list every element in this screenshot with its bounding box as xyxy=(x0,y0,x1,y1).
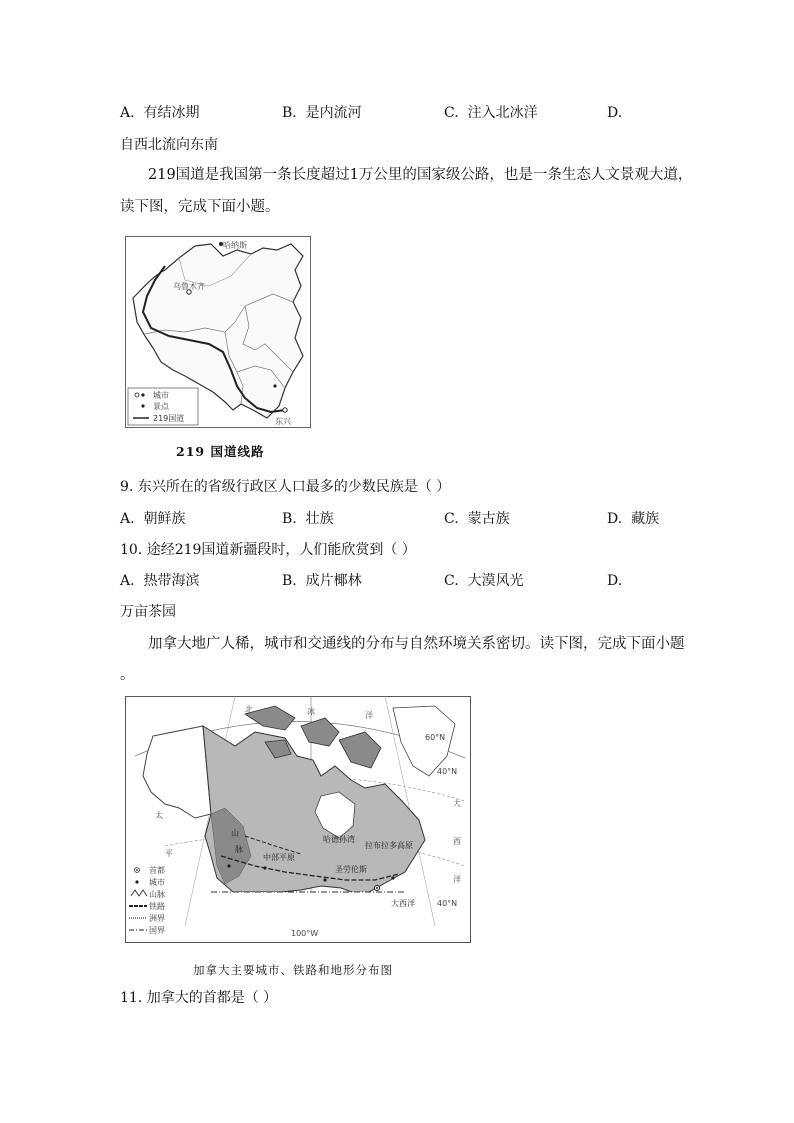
map-canada-label-atlantic3: 洋 xyxy=(453,875,461,884)
q10-option-b: B. 成片椰林 xyxy=(282,573,362,589)
map-canada-label-atlright: 大西洋 xyxy=(391,899,415,908)
q10-option-a: A. 热带海滨 xyxy=(120,573,200,589)
map-canada-caption: 加拿大主要城市、铁路和地形分布图 xyxy=(193,963,393,977)
legend-city-icon xyxy=(135,393,139,397)
intro-219-line1: 219国道是我国第一条长度超过1万公里的国家级公路，也是一条生态人文景观大道， xyxy=(148,167,693,183)
map-canada-legend-border: 国界 xyxy=(149,926,165,935)
map-canada-svg xyxy=(125,696,471,943)
map-canada-label-pacific2: 平 xyxy=(165,849,173,858)
map-canada-label-ocean: 洋 xyxy=(365,711,373,720)
map-canada-label-atlantic1: 大 xyxy=(453,799,461,808)
q9-option-a: A. 朝鲜族 xyxy=(120,511,186,527)
intro-canada-line2: 。 xyxy=(120,667,135,683)
map-219-label-urumqi: 乌鲁木齐 xyxy=(173,282,205,291)
map-219-svg xyxy=(125,236,311,428)
q10-option-c: C. 大漠风光 xyxy=(444,573,524,589)
map-canada-label-mtn2: 脉 xyxy=(235,845,243,854)
map-219-legend-city: 城市 xyxy=(153,391,169,400)
map-219-figure xyxy=(125,236,311,428)
map-219-label-dongxing: 东兴 xyxy=(275,417,291,426)
q8-option-d-text: 自西北流向东南 xyxy=(120,137,218,153)
q9-stem: 9. 东兴所在的省级行政区人口最多的少数民族是（ ） xyxy=(120,479,451,495)
legend-city-icon xyxy=(135,880,138,883)
q10-stem: 10. 途经219国道新疆段时，人们能欣赏到（ ） xyxy=(120,542,416,558)
q11-stem: 11. 加拿大的首都是（ ） xyxy=(120,990,278,1006)
map-canada-label-mtn1: 山 xyxy=(231,829,239,838)
intro-canada-line1: 加拿大地广人稀，城市和交通线的分布与自然环境关系密切。读下图，完成下面小题 xyxy=(148,636,685,652)
q8-option-c: C. 注入北冰洋 xyxy=(444,105,538,121)
map-canada-legend-city: 城市 xyxy=(149,878,165,887)
map-canada-label-labrador: 拉布拉多高原 xyxy=(365,841,413,850)
map-canada-label-ice: 冰 xyxy=(307,707,315,716)
map-canada-label-pacific1: 太 xyxy=(155,811,163,820)
map-219-caption: 219 国道线路 xyxy=(176,444,265,459)
map-219-label-top: 哈纳斯 xyxy=(223,241,247,250)
q8-option-b: B. 是内流河 xyxy=(282,105,362,121)
map-219-legend-spot: 景点 xyxy=(153,402,169,411)
map-canada-label-atlantic2: 西 xyxy=(453,837,461,846)
map-canada-legend-capital: 首都 xyxy=(149,866,165,875)
map-219-legend-road: 219国道 xyxy=(153,414,185,423)
map-canada-label-plain: 中部平原 xyxy=(263,853,295,862)
q9-option-c: C. 蒙古族 xyxy=(444,511,510,527)
map-canada-legend-mountain: 山脉 xyxy=(149,890,165,899)
intro-219-line2: 读下图，完成下面小题。 xyxy=(120,199,280,215)
legend-spot-icon xyxy=(141,404,144,407)
q8-option-a: A. 有结冰期 xyxy=(120,105,200,121)
map-canada-label-lon100: 100°W xyxy=(291,929,319,938)
map-canada-label-lowland: 圣劳伦斯 xyxy=(335,865,367,874)
q8-option-d: D. xyxy=(607,105,623,121)
map-canada-figure xyxy=(125,696,471,943)
q9-option-b: B. 壮族 xyxy=(282,511,334,527)
map-canada-legend-continent: 洲界 xyxy=(149,914,165,923)
q10-option-d: D. xyxy=(607,573,623,589)
map-canada-label-north: 北 xyxy=(245,705,253,714)
q9-option-d: D. 藏族 xyxy=(607,511,660,527)
map-canada-label-hudson: 哈德孙湾 xyxy=(323,835,355,844)
map-canada-label-lat60: 60°N xyxy=(425,733,446,742)
map-canada-label-lat40: 40°N xyxy=(437,899,458,908)
q10-option-d-text: 万亩茶园 xyxy=(120,604,176,620)
map-canada-label-lat50: 40°N xyxy=(437,767,458,776)
map-canada-legend-railway: 铁路 xyxy=(149,902,165,911)
